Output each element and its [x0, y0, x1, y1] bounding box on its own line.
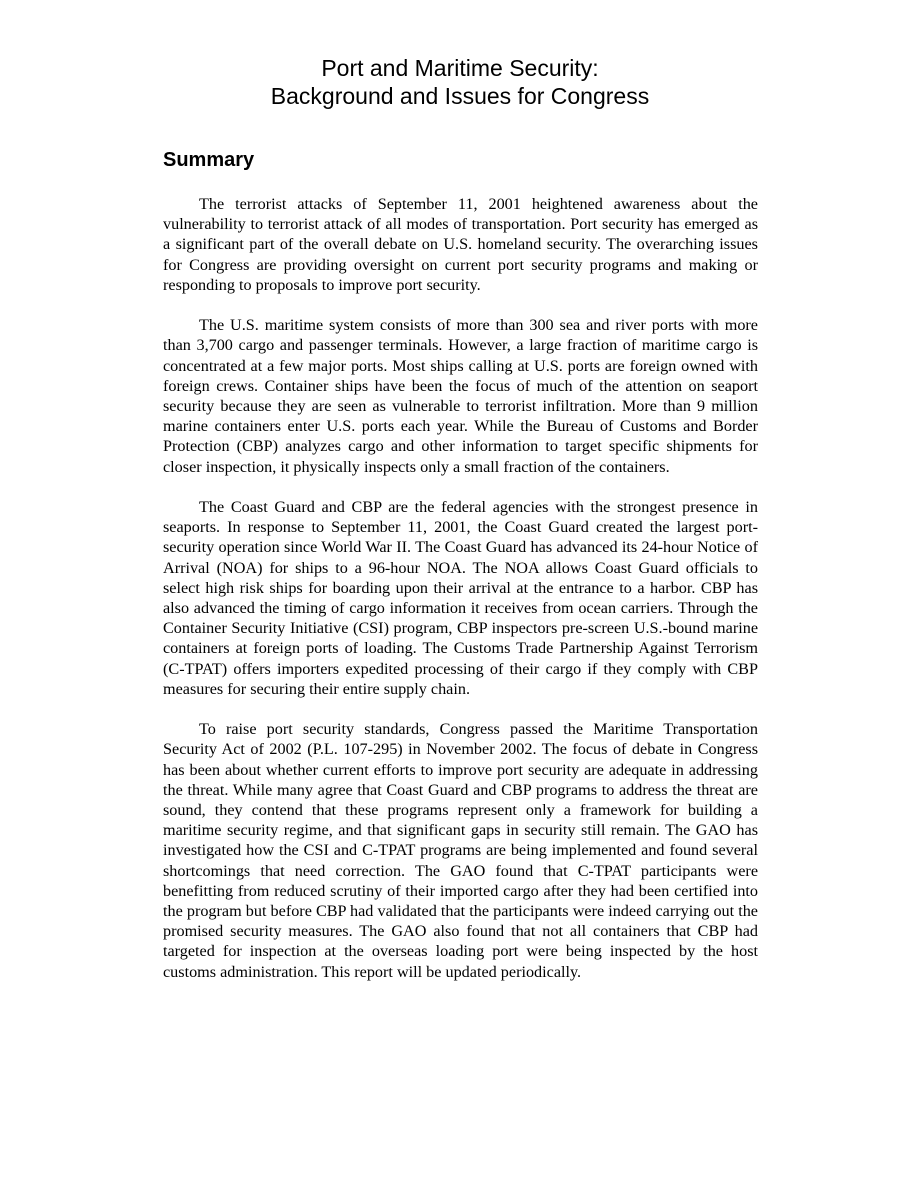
document-title — [0, 54, 920, 110]
summary-paragraph-2: The U.S. maritime system consists of more than 300 sea and river ports with more than 3,700 cargo and passenger terminals. However, a large fraction of maritime cargo is concentrated at a few major ports. Most ships calling at U.S. ports are foreign owned with foreign crews. Container ships have been the focus of much of the attention on seaport security because they are seen as vulnerable to terrorist infiltration. More than 9 million marine containers enter U.S. ports each year. While the Bureau of Customs and Border Protection (CBP) analyzes cargo and other information to target specific shipments for closer inspection, it physically inspects only a small fraction of the containers. — [163, 316, 758, 476]
summary-paragraph-3: The Coast Guard and CBP are the federal agencies with the strongest presence in seaports. In response to September 11, 2001, the Coast Guard created the largest port-security operation since World War II. The Coast Guard has advanced its 24-hour Notice of Arrival (NOA) for ships to a 96-hour NOA. The NOA allows Coast Guard officials to select high risk ships for boarding upon their arrival at the entrance to a harbor. CBP has also advanced the timing of cargo information it receives from ocean carriers. Through the Container Security Initiative (CSI) program, CBP inspectors pre-screen U.S.-bound marine containers at foreign ports of loading. The Customs Trade Partnership Against Terrorism (C-TPAT) offers importers expedited processing of their cargo if they comply with CBP measures for securing their entire supply chain. — [163, 498, 758, 698]
summary-body — [163, 194, 758, 1002]
summary-heading: Summary — [163, 149, 255, 171]
summary-paragraph-4: To raise port security standards, Congress passed the Maritime Transportation Security Act of 2002 (P.L. 107-295) in November 2002. The focus of debate in Congress has been about whether current efforts to improve port security are adequate in addressing the threat. While many agree that Coast Guard and CBP programs to address the threat are sound, they contend that these programs represent only a framework for building a maritime security regime, and that significant gaps in security still remain. The GAO has investigated how the CSI and C-TPAT programs are being implemented and found several shortcomings that need correction. The GAO found that C-TPAT participants were benefitting from reduced scrutiny of their imported cargo after they had been certified into the program but before CBP had validated that the participants were indeed carrying out the promised security measures. The GAO also found that not all containers that CBP had targeted for inspection at the overseas loading port were being inspected by the host customs administration. This report will be updated periodically. — [163, 720, 758, 981]
title-line-2: Background and Issues for Congress — [270, 83, 650, 109]
title-line-1: Port and Maritime Security: — [321, 55, 599, 81]
summary-paragraph-1: The terrorist attacks of September 11, 2001 heightened awareness about the vulnerability to terrorist attack of all modes of transportation. Port security has emerged as a significant part of the overall debate on U.S. homeland security. The overarching issues for Congress are providing oversight on current port security programs and making or responding to proposals to improve port security. — [163, 195, 758, 294]
